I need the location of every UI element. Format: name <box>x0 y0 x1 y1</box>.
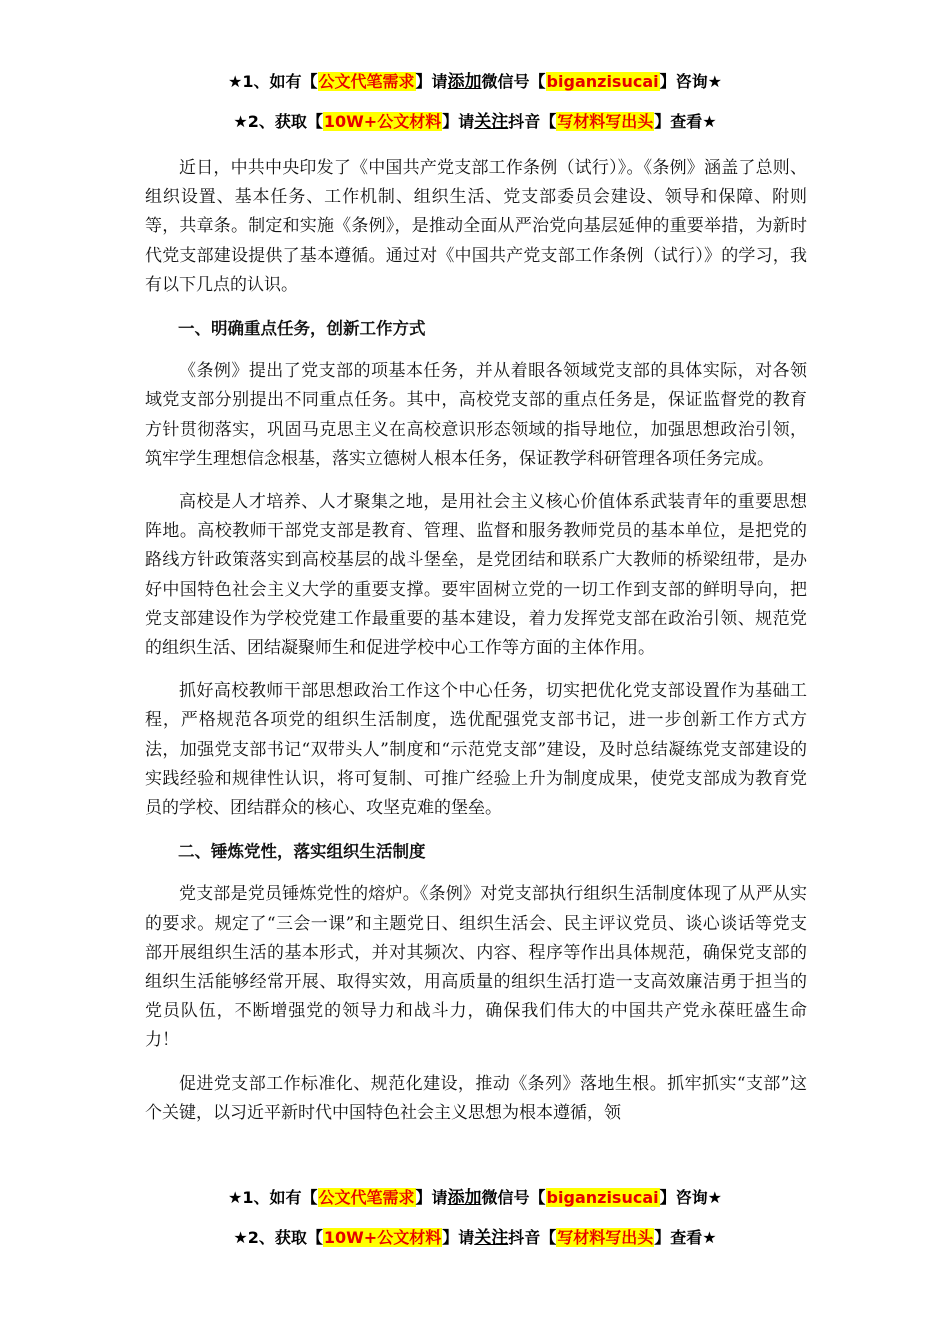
banner-text: 】咨询★ <box>659 1188 722 1207</box>
paragraph: 《条例》提出了党支部的项基本任务，并从着眼各领域党支部的具体实际，对各领域党支部分别提出不同重点任务。其中，高校党支部的重点任务是，保证监督党的教育方针贯彻落实，巩固马克思主义在高校意识形态领域的指导地位，加强思想政治引领，筑牢学生理想信念根基，落实立德树人根本任务，保证教学科研管理各项任务完成。 <box>145 361 807 469</box>
underlined-text: 添加 <box>447 72 482 92</box>
highlight-materials: 10W+公文材料 <box>323 1228 442 1247</box>
highlight-service: 公文代笔需求 <box>318 1188 415 1207</box>
paragraph-continued: 促进党支部工作标准化、规范化建设，推动《条列》落地生根。抓牢抓实“支部”这个关键，以习近平新时代中国特色社会主义思想为根本遵循，领 <box>145 1073 807 1123</box>
highlight-wechat-id: biganzisucai <box>546 1188 659 1207</box>
top-banner-line-1 <box>0 70 950 94</box>
paragraph: 抓好高校教师干部思想政治工作这个中心任务，切实把优化党支部设置作为基础工程，严格规范各项党的组织生活制度，选优配强党支部书记，进一步创新工作方式方法，加强党支部书记“双带头人”制度和“示范党支部”建设，及时总结凝练党支部建设的实践经验和规律性认识，将可复制、可推广经验上升为制度成果，使党支部成为教育党员的学校、团结群众的核心、攻坚克难的堡垒。 <box>145 681 807 819</box>
highlight-materials: 10W+公文材料 <box>323 112 442 131</box>
top-banner-line-2 <box>0 110 950 134</box>
bottom-banner-line-1 <box>0 1186 950 1210</box>
banner-text: 抖音【 <box>508 112 557 131</box>
article-body <box>145 154 807 1142</box>
section-heading-2: 二、锤炼党性，落实组织生活制度 <box>178 842 426 862</box>
banner-text: ★2、获取【 <box>233 1228 323 1247</box>
banner-text: ★2、获取【 <box>233 112 323 131</box>
highlight-douyin-id: 写材料写出头 <box>557 1228 654 1247</box>
banner-text: 】查看★ <box>654 112 717 131</box>
banner-text: 】查看★ <box>654 1228 717 1247</box>
banner-text: ★1、如有【 <box>228 72 318 91</box>
banner-text: 微信号【 <box>481 72 546 91</box>
bottom-banner-line-2 <box>0 1226 950 1250</box>
banner-text: 】请 <box>442 112 475 131</box>
banner-text: 】请 <box>415 72 448 91</box>
underlined-text: 添加 <box>447 1188 482 1208</box>
section-heading-1: 一、明确重点任务，创新工作方式 <box>178 319 426 339</box>
banner-text: 】咨询★ <box>659 72 722 91</box>
paragraph-intro: 近日，中共中央印发了《中国共产党支部工作条例（试行）》。《条例》涵盖了总则、组织设置、基本任务、工作机制、组织生活、党支部委员会建设、领导和保障、附则等，共章条。制定和实施《条例》，是推动全面从严治党向基层延伸的重要举措，为新时代党支部建设提供了基本遵循。通过对《中国共产党支部工作条例（试行）》的学习，我有以下几点的认识。 <box>145 158 807 295</box>
banner-text: 抖音【 <box>508 1228 557 1247</box>
underlined-text: 关注 <box>474 112 509 132</box>
paragraph: 高校是人才培养、人才聚集之地，是用社会主义核心价值体系武装青年的重要思想阵地。高校教师干部党支部是教育、管理、监督和服务教师党员的基本单位，是把党的路线方针政策落实到高校基层的战斗堡垒，是党团结和联系广大教师的桥梁纽带，是办好中国特色社会主义大学的重要支撑。要牢固树立党的一切工作到支部的鲜明导向，把党支部建设作为学校党建工作最重要的基本建设，着力发挥党支部在政治引领、规范党的组织生活、团结凝聚师生和促进学校中心工作等方面的主体作用。 <box>145 492 807 659</box>
highlight-service: 公文代笔需求 <box>318 72 415 91</box>
paragraph: 党支部是党员锤炼党性的熔炉。《条例》对党支部执行组织生活制度体现了从严从实的要求。规定了“三会一课”和主题党日、组织生活会、民主评议党员、谈心谈话等党支部开展组织生活的基本形式，并对其频次、内容、程序等作出具体规范，确保党支部的组织生活能够经常开展、取得实效，用高质量的组织生活打造一支高效廉洁勇于担当的党员队伍，不断增强党的领导力和战斗力，确保我们伟大的中国共产党永葆旺盛生命力！ <box>145 884 807 1051</box>
banner-text: 】请 <box>415 1188 448 1207</box>
banner-text: 】请 <box>442 1228 475 1247</box>
highlight-douyin-id: 写材料写出头 <box>557 112 654 131</box>
underlined-text: 关注 <box>474 1228 509 1248</box>
banner-text: 微信号【 <box>481 1188 546 1207</box>
highlight-wechat-id: biganzisucai <box>546 72 659 91</box>
banner-text: ★1、如有【 <box>228 1188 318 1207</box>
